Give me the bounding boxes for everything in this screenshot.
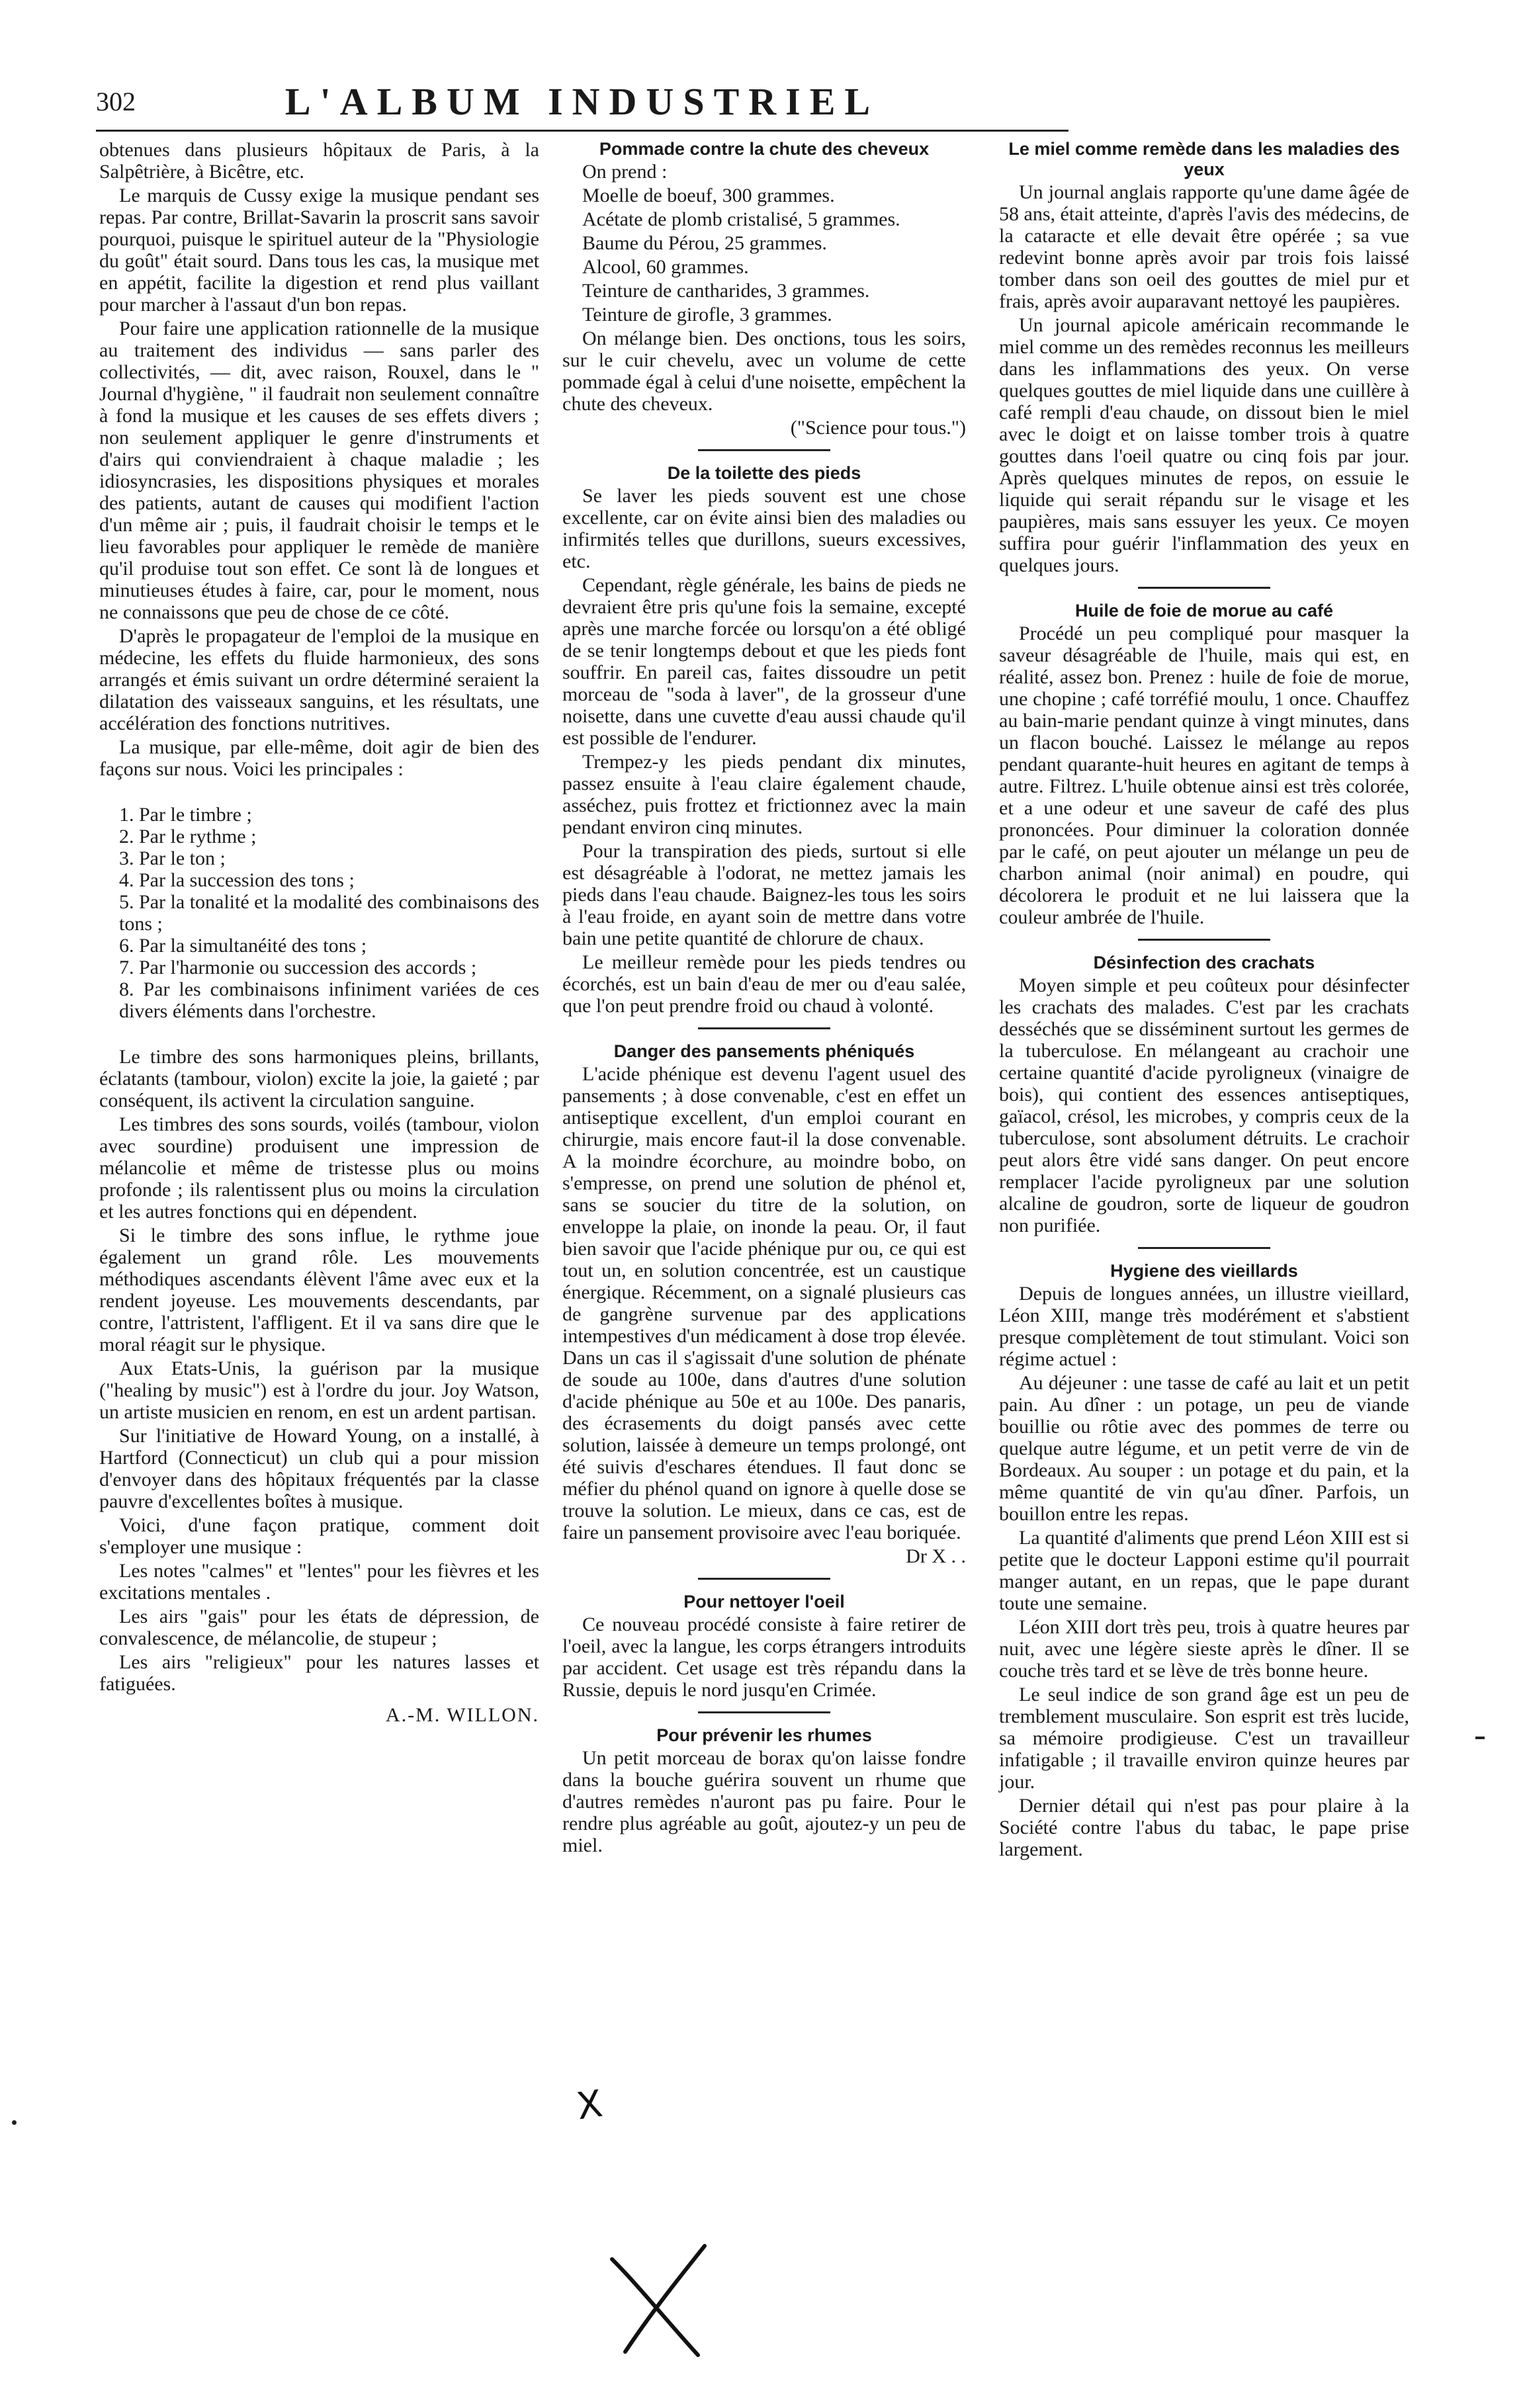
author-signature: Dr X . . xyxy=(906,1545,966,1567)
paragraph: Cependant, règle générale, les bains de pieds ne devraient être pris qu'une fois la semaine, excepté après une marche forcée ou lorsqu'on a été obligé de se tenir longtemps debout et que les pieds font souffrir. En pareil cas, faites dissoudre un petit morceau de "soda à laver", de la grosseur d'une noisette, dans une cuvette d'eau aussi chaude qu'il est possible de l'endurer. xyxy=(562,574,966,749)
paragraph: Se laver les pieds souvent est une chose excellente, car on évite ainsi bien des maladies ou infirmités telles que durillons, sueurs excessives, etc. xyxy=(562,485,966,572)
paragraph: Les notes "calmes" et "lentes" pour les fièvres et les excitations mentales . xyxy=(99,1560,539,1604)
recipe-line: Teinture de girofle, 3 grammes. xyxy=(582,304,832,325)
article-heading: Désinfection des crachats xyxy=(1093,953,1315,972)
column-3 xyxy=(999,139,1409,1862)
stray-ink-dash xyxy=(1475,1737,1485,1739)
section-separator xyxy=(698,1711,830,1713)
recipe-line: Alcool, 60 grammes. xyxy=(582,256,749,278)
paragraph: Ce nouveau procédé consiste à faire retirer de l'oeil, avec la langue, les corps étrangers introduits par accident. Cet usage est très répandu dans la Russie, depuis le nord jusqu'en Crimée. xyxy=(562,1613,966,1701)
list-item: 5. Par la tonalité et la modalité des combinaisons des tons ; xyxy=(119,891,539,935)
paragraph: Trempez-y les pieds pendant dix minutes, passez ensuite à l'eau claire également chaude, asséchez, puis frottez et frictionnez avec la main pendant environ cinq minutes. xyxy=(562,751,966,838)
section-separator xyxy=(1138,1247,1270,1249)
recipe-line: Moelle de boeuf, 300 grammes. xyxy=(582,185,835,206)
paragraph: Pour la transpiration des pieds, surtout si elle est désagréable à l'odorat, ne mettez jamais les pieds dans l'eau chaude. Baignez-les tous les soirs à l'eau froide, en ayant soin de mettre dans votre bain une petite quantité de chlorure de chaux. xyxy=(562,840,966,949)
paragraph: L'acide phénique est devenu l'agent usuel des pansements ; à dose convenable, c'est en effet un antiseptique excellent, d'un emploi courant en chirurgie, mais encore faut-il la dose convenable. A la moindre écorchure, au moindre bobo, on s'empresse, on prend une solution de phénol et, sans se soucier du titre de la solution, on enveloppe la plaie, on inonde la peau. Or, il faut bien savoir que l'acide phénique pur ou, ce qui est tout un, en solution concentrée, est un caustique énergique. Récemment, on a signalé plusieurs cas de gangrène survenue par des applications intempestives d'un médicament à dose trop élevée. Dans un cas il s'agissait d'une solution de phénate de soude au 100e, dans d'autres d'une solution d'acide phénique au 50e et au 100e. Des panaris, des écrasements du doigt pansés avec cette solution, laissée à demeure un temps prolongé, ont été suivis d'eschares étendues. Il faut donc se méfier du phénol quand on ignore à quelle dose se trouve la solution. Le mieux, dans ce cas, est de faire un pansement provisoire avec l'eau boriquée. xyxy=(562,1063,966,1543)
page-header xyxy=(96,79,1069,132)
paragraph: Un journal apicole américain recommande le miel comme un des remèdes reconnus les meilleurs dans les inflammations des yeux. On verse quelques gouttes de miel liquide dans une cuillère à café rempli d'eau chaude, on dissout bien le miel avec le doigt et on laisse tomber trois à quatre gouttes dans l'oeil quatre ou cinq fois par jour. Après quelques minutes de repos, on essuie le liquide qui serait répandu sur le visage et les paupières, mais sans essuyer les yeux. Ce moyen suffira pour guérir l'inflammation des yeux en quelques jours. xyxy=(999,314,1409,576)
author-signature: A.-M. WILLON. xyxy=(385,1704,539,1726)
recipe-line: Baume du Pérou, 25 grammes. xyxy=(582,232,827,254)
recipe-line: Acétate de plomb cristalisé, 5 grammes. xyxy=(582,208,900,230)
paragraph: D'après le propagateur de l'emploi de la musique en médecine, les effets du fluide harmonieux, des sons arrangés et émis suivant un ordre déterminé seraient la dilatation des vaisseaux sanguins, et les résultats, une accélération des fonctions nutritives. xyxy=(99,625,539,734)
paragraph: Le meilleur remède pour les pieds tendres ou écorchés, est un bain d'eau de mer ou d'eau salée, que l'on peut prendre froid ou chaud à volonté. xyxy=(562,951,966,1017)
paragraph: Le marquis de Cussy exige la musique pendant ses repas. Par contre, Brillat-Savarin la proscrit sans savoir pourquoi, puisque le spirituel auteur de la "Physiologie du goût" était sourd. Dans tous les cas, la musique met en appétit, facilite la digestion et rend plus vaillant pour marcher à l'assaut d'un bon repas. xyxy=(99,185,539,316)
page-number: 302 xyxy=(96,87,136,116)
paragraph: Voici, d'une façon pratique, comment doit s'employer une musique : xyxy=(99,1514,539,1558)
paragraph: Le timbre des sons harmoniques pleins, brillants, éclatants (tambour, violon) excite la joie, la gaieté ; par conséquent, ils activent la circulation sanguine. xyxy=(99,1046,539,1111)
paragraph: Si le timbre des sons influe, le rythme joue également un grand rôle. Les mouvements méthodiques ascendants élèvent l'âme avec eux et la rendent joyeuse. Les mouvements descendants, par contre, l'attristent, l'affligent. Et il va sans dire que le moral réagit sur le physique. xyxy=(99,1225,539,1355)
article-heading: Huile de foie de morue au café xyxy=(1074,601,1334,621)
music-effects-list xyxy=(99,804,539,1022)
section-separator xyxy=(1138,939,1270,941)
recipe-line: On prend : xyxy=(582,161,668,183)
list-item: 7. Par l'harmonie ou succession des accords ; xyxy=(119,957,477,978)
journal-title: L'ALBUM INDUSTRIEL xyxy=(284,80,880,123)
header-rule xyxy=(96,130,1069,132)
article-heading: Le miel comme remède dans les maladies des yeux xyxy=(1008,139,1400,179)
column-1 xyxy=(99,139,539,1728)
paragraph: Le seul indice de son grand âge est un peu de tremblement musculaire. Son esprit est très lucide, sa mémoire prodigieuse. C'est un travailleur infatigable ; il travaille environ quinze heures par jour. xyxy=(999,1684,1409,1793)
article-heading: Danger des pansements phéniqués xyxy=(613,1041,915,1061)
paragraph: Les airs "gais" pour les états de dépression, de convalescence, de mélancolie, de stupeur ; xyxy=(99,1606,539,1649)
recipe-line: Teinture de cantharides, 3 grammes. xyxy=(582,280,870,302)
paragraph: Sur l'initiative de Howard Young, on a installé, à Hartford (Connecticut) un club qui a pour mission d'envoyer dans des hôpitaux fréquentés par la classe pauvre d'excellentes boîtes à musique. xyxy=(99,1425,539,1512)
paragraph: On mélange bien. Des onctions, tous les soirs, sur le cuir chevelu, avec un volume de cette pommade égal à celui d'une noisette, empêchent la chute des cheveux. xyxy=(562,327,966,415)
list-item: 6. Par la simultanéité des tons ; xyxy=(119,935,367,957)
article-heading: Pommade contre la chute des cheveux xyxy=(599,139,930,159)
list-item: 1. Par le timbre ; xyxy=(119,804,252,826)
list-item: 3. Par le ton ; xyxy=(119,847,226,869)
article-heading: Pour prévenir les rhumes xyxy=(656,1725,872,1745)
section-separator xyxy=(698,1578,830,1580)
section-separator xyxy=(698,449,830,451)
paragraph: Pour faire une application rationnelle de la musique au traitement des individus — sans parler des collectivités, — dit, avec raison, Rouxel, dans le " Journal d'hygiène, " il faudrait non seulement connaître à fond la musique et les causes de ses effets divers ; non seulement appliquer le genre d'instruments et d'airs qui conviendraient à chaque maladie ; les idiosyncrasies, les dispositions physiques et morales des patients, autant de causes qui modifient l'action d'un même air ; puis, il faudrait choisir le temps et le lieu favorables pour appliquer le remède de manière qu'il produise tout son effet. Ce sont là de longues et minutieuses études à faire, car, pour le moment, nous ne connaissons que peu de chose de ce côté. xyxy=(99,318,539,623)
section-separator xyxy=(698,1027,830,1029)
paragraph: Léon XIII dort très peu, trois à quatre heures par nuit, avec une légère sieste après le dîner. Il se couche très tard et se lève de très bonne heure. xyxy=(999,1616,1409,1682)
list-item: 8. Par les combinaisons infiniment variées de ces divers éléments dans l'orchestre. xyxy=(119,978,539,1022)
section-separator xyxy=(1138,587,1270,589)
article-heading: Pour nettoyer l'oeil xyxy=(683,1592,845,1612)
paragraph: Les timbres des sons sourds, voilés (tambour, violon avec sourdine) produisent une impression de mélancolie et même de tristesse plus ou moins profonde ; ils ralentissent plus ou moins la circulation et les autres fonctions qui en dépendent. xyxy=(99,1113,539,1223)
article-heading: De la toilette des pieds xyxy=(667,463,861,483)
article-heading: Hygiene des vieillards xyxy=(1110,1261,1298,1281)
handwritten-x-mark-large xyxy=(599,2239,718,2365)
paragraph: Au déjeuner : une tasse de café au lait et un petit pain. Au dîner : un potage, un peu de viande bouillie ou rôtie avec des pommes de terre ou quelque autre légume, et un petit verre de vin de Bordeaux. Au souper : un potage et du pain, et la même quantité de vin qu'au dîner. Parfois, un bouillon entre les repas. xyxy=(999,1372,1409,1525)
paragraph: Procédé un peu compliqué pour masquer la saveur désagréable de l'huile, mais qui est, en réalité, assez bon. Prenez : huile de foie de morue, une chopine ; café torréfié moulu, 1 once. Chauffez au bain-marie pendant quinze à vingt minutes, dans un flacon bouché. Laissez le mélange au repos pendant quarante-huit heures en agitant de temps à autre. Filtrez. L'huile obtenue ainsi est très colorée, et a une odeur et une saveur de café des plus prononcées. Pour diminuer la coloration donnée par le café, on peut ajouter un mélange un peu de charbon animal (noir animal) en poudre, qui décolorera le produit et ne lui laissera que la couleur ambrée de l'huile. xyxy=(999,623,1409,928)
paragraph: Les airs "religieux" pour les natures lasses et fatiguées. xyxy=(99,1651,539,1695)
stray-ink-dot xyxy=(12,2120,17,2125)
paragraph: La quantité d'aliments que prend Léon XIII est si petite que le docteur Lapponi estime qu'il pourrait manger autant, en un repas, que le pape durant toute une semaine. xyxy=(999,1527,1409,1614)
paragraph: Dernier détail qui n'est pas pour plaire à la Société contre l'abus du tabac, le pape prise largement. xyxy=(999,1795,1409,1860)
handwritten-x-mark: X xyxy=(574,2082,605,2129)
paragraph: Depuis de longues années, un illustre vieillard, Léon XIII, mange très modérément et s'abstient presque complètement de tout stimulant. Voici son régime actuel : xyxy=(999,1283,1409,1370)
paragraph: obtenues dans plusieurs hôpitaux de Paris, à la Salpêtrière, à Bicêtre, etc. xyxy=(99,139,539,183)
list-item: 2. Par le rythme ; xyxy=(119,826,257,847)
paragraph: Un petit morceau de borax qu'on laisse fondre dans la bouche guérira souvent un rhume que d'autres remèdes n'auront pas pu faire. Pour le rendre plus agréable au goût, ajoutez-y un peu de miel. xyxy=(562,1747,966,1856)
paragraph: La musique, par elle-même, doit agir de bien des façons sur nous. Voici les principales : xyxy=(99,736,539,780)
paragraph: Un journal anglais rapporte qu'une dame âgée de 58 ans, était atteinte, d'après l'avis des médecins, de la cataracte et elle devait être opérée ; sa vue redevint bonne après avoir par trois fois laissé tomber dans son oeil des gouttes de miel pur et frais, après avoir auparavant nettoyé les paupières. xyxy=(999,181,1409,312)
paragraph: Moyen simple et peu coûteux pour désinfecter les crachats des malades. C'est par les crachats desséchés que se disséminent surtout les germes de la tuberculose. En mélangeant au crachoir une certaine quantité d'acide pyroligneux (vinaigre de bois), qui contient des essences antiseptiques, gaïacol, crésol, les microbes, y compris ceux de la tuberculose, sont absolument détruits. Le crachoir peut alors être vidé sans danger. On peut encore remplacer l'acide pyroligneux par une solution alcaline de goudron, sorte de liqueur de goudron non purifiée. xyxy=(999,974,1409,1236)
paragraph: Aux Etats-Unis, la guérison par la musique ("healing by music") est à l'ordre du jour. Joy Watson, un artiste musicien en renom, en est un ardent partisan. xyxy=(99,1357,539,1423)
column-2 xyxy=(562,139,966,1858)
source-citation: ("Science pour tous.") xyxy=(790,417,966,439)
list-item: 4. Par la succession des tons ; xyxy=(119,869,355,891)
